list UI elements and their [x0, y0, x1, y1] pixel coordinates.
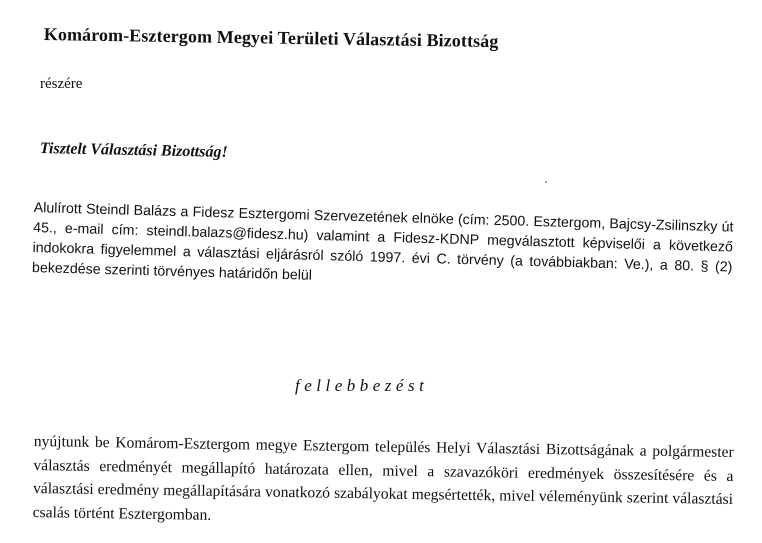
intro-paragraph: Alulírott Steindl Balázs a Fidesz Esztergomi Szervezetének elnöke (cím: 2500. Esztergom, Bajcsy-Zsilinszky út 45., e-mail cím: steindl.balazs@fidesz.hu) valamint a Fidesz-KDNP megválasztott képviselői a következő indokokra figyelemmel a választási eljárásról szóló 1997. évi C. törvény (a továbbiakban: Ve.), a 80. § (2) bekezdése szerinti törvényes határidőn belül	[31, 199, 734, 284]
salutation: Tisztelt Választási Bizottság!	[39, 140, 228, 161]
appeal-title: fellebbezést	[295, 376, 429, 395]
body-paragraph: nyújtunk be Komárom-Esztergom megye Esztergom település Helyi Választási Bizottságának a polgármester választás eredményét megállapító határozata ellen, mivel a szavazóköri eredmények összesítésére és a választási eredmény megállapítására vonatkozó szabályokat megsértették, mivel véleményünk szerint választási csalás történt Esztergomban.	[32, 432, 734, 524]
addressee-heading: Komárom-Esztergom Megyei Területi Választási Bizottság	[43, 24, 499, 52]
addressee-suffix: részére	[40, 76, 83, 92]
scan-speck	[545, 181, 547, 183]
